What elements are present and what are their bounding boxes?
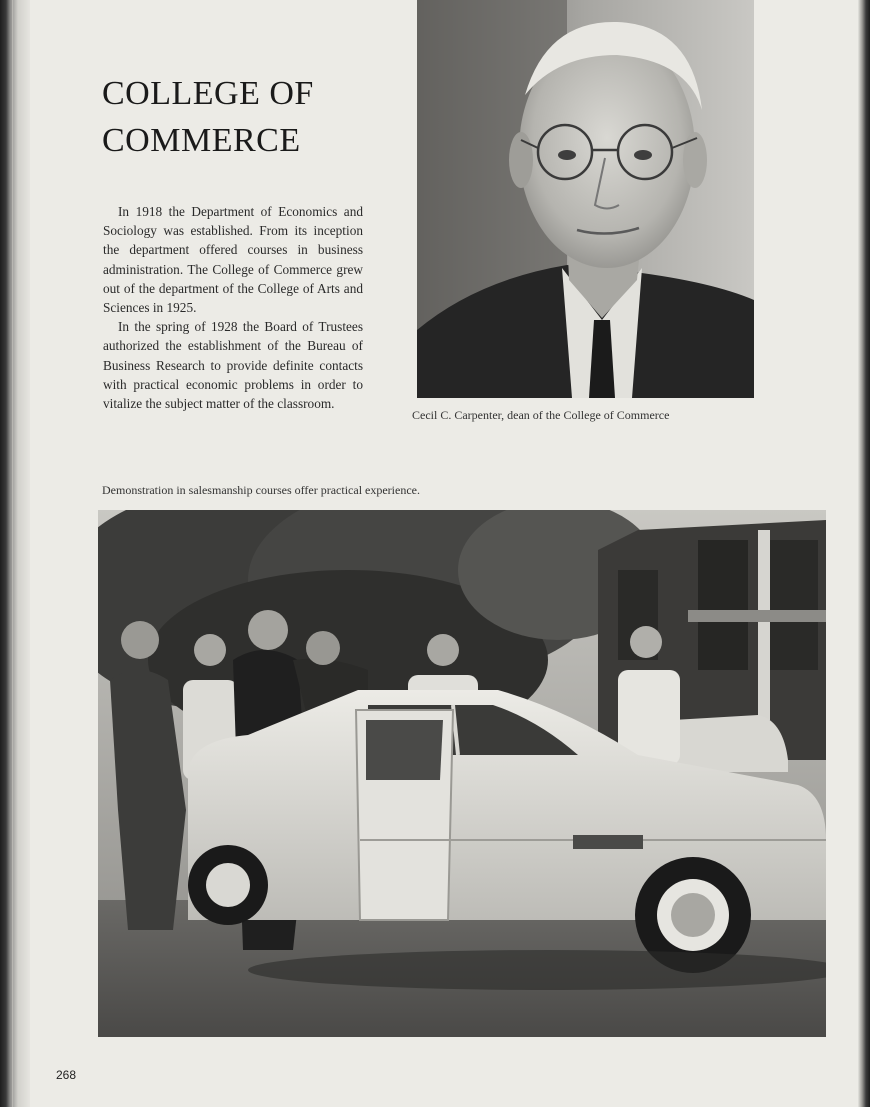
page-title (102, 70, 402, 164)
title-line-1: COLLEGE OF (102, 75, 314, 112)
salesmanship-demonstration-photo (98, 510, 826, 1037)
book-binding-right (858, 0, 870, 1107)
title-line-2: COMMERCE (102, 122, 301, 159)
body-text (103, 202, 363, 413)
book-binding-left (0, 0, 30, 1107)
page-number: 268 (56, 1068, 77, 1082)
paragraph-1: In 1918 the Department of Economics and Sociology was established. From its inception the department offered courses in business administration. The College of Commerce grew out of the department of the College of Arts and Sciences in 1925. (103, 204, 363, 316)
portrait-caption: Cecil C. Carpenter, dean of the College of Commerce (412, 408, 670, 422)
photo-caption: Demonstration in salesmanship courses offer practical experience. (102, 483, 420, 497)
dean-portrait-photo (417, 0, 754, 398)
paragraph-2: In the spring of 1928 the Board of Trustees authorized the establishment of the Bureau of Business Research to provide definite contacts with practical economic problems in order to vitalize the subject matter of the classroom. (103, 319, 363, 412)
